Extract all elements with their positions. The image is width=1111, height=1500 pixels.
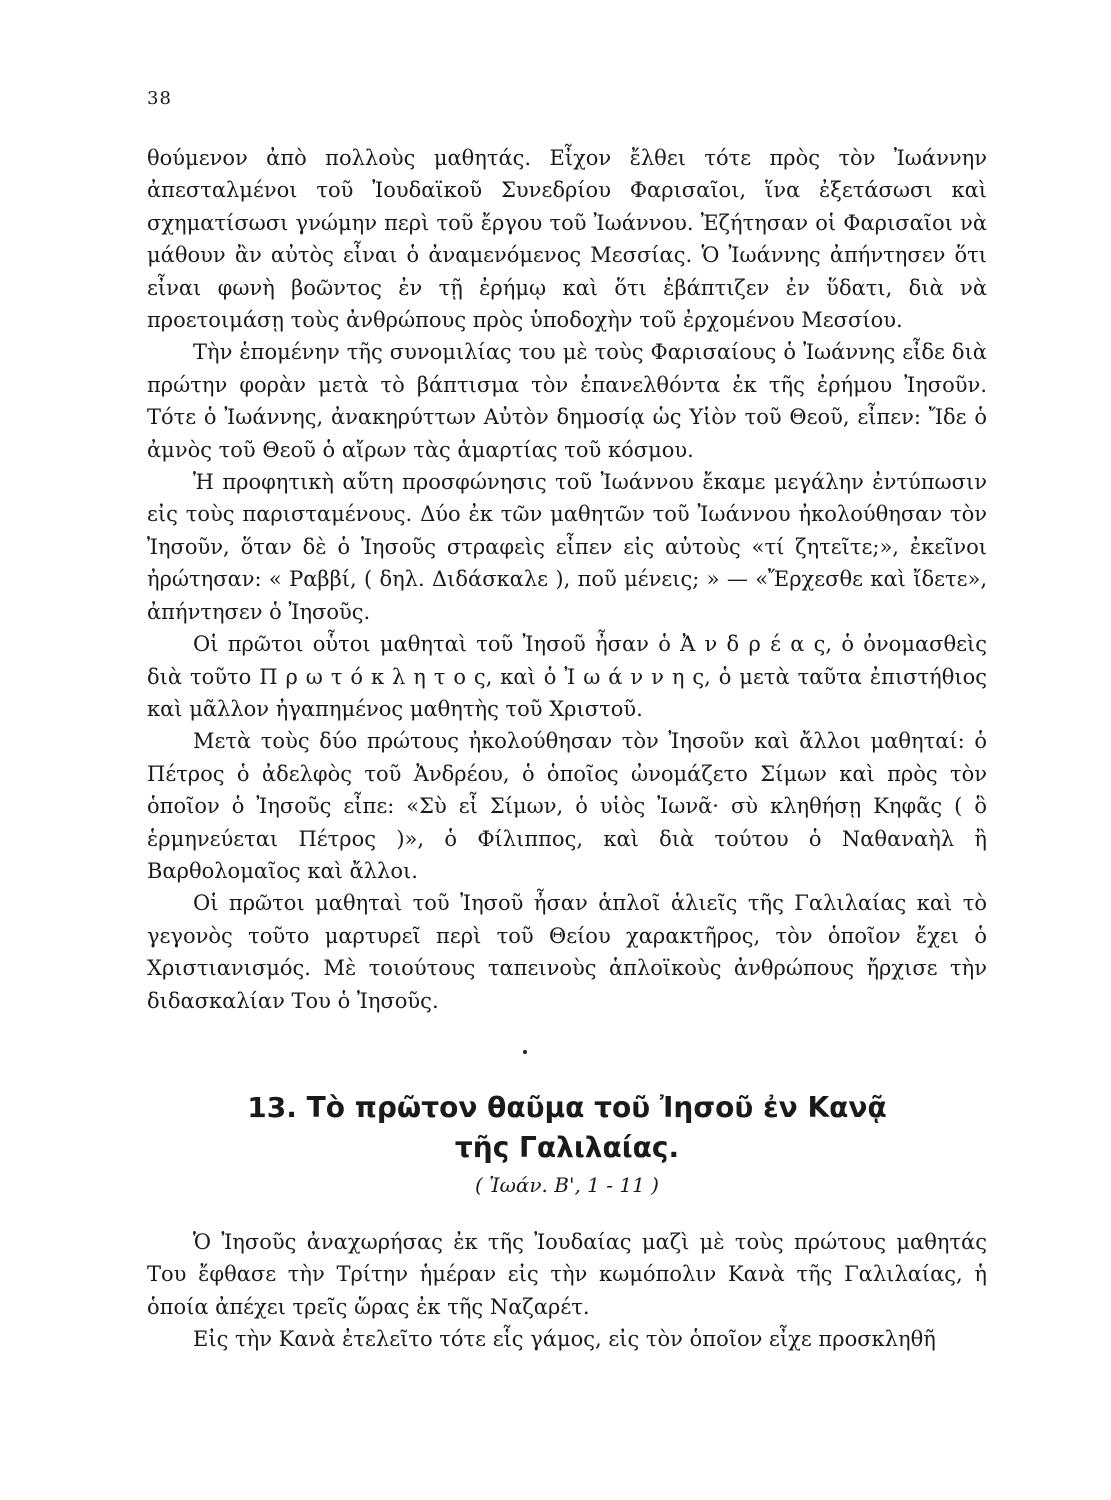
paragraph: Τὴν ἑπομένην τῆς συνομιλίας του μὲ τοὺς Φαρισαίους ὁ Ἰωάννης εἶδε διὰ πρώτην φορὰν μετὰ τὸ βάπτισμα τὸν ἐπανελθόντα ἐκ τῆς ἐρήμου Ἰησοῦν. Τότε ὁ Ἰωάννης, ἀνακηρύττων Αὐτὸν δημοσίᾳ ὡς Υἱὸν τοῦ Θεοῦ, εἶπεν: Ἴδε ὁ ἀμνὸς τοῦ Θεοῦ ὁ αἴρων τὰς ἁμαρτίας τοῦ κόσμου.	[147, 340, 987, 462]
section-title-line-1: 13. Τὸ πρῶτον θαῦμα τοῦ Ἰησοῦ ἐν Κανᾷ	[247, 1091, 887, 1124]
paragraph: Οἱ πρῶτοι οὗτοι μαθηταὶ τοῦ Ἰησοῦ ἦσαν ὁ Ἀ ν δ ρ έ α ς, ὁ ὀνομασθεὶς διὰ τοῦτο Π ρ ω τ ό κ λ η τ ο ς, καὶ ὁ Ἰ ω ά ν ν η ς, ὁ μετὰ ταῦτα ἐπιστήθιος καὶ μᾶλλον ἠγαπημένος μαθητὴς τοῦ Χριστοῦ.	[147, 632, 987, 721]
body-text	[147, 142, 987, 1017]
ornament-dot	[523, 1050, 527, 1054]
section-heading	[147, 1088, 987, 1168]
paragraph: Ὁ Ἰησοῦς ἀναχωρήσας ἐκ τῆς Ἰουδαίας μαζὶ μὲ τοὺς πρώτους μαθητάς Του ἔφθασε τὴν Τρίτην ἡμέραν εἰς τὴν κωμόπολιν Κανὰ τῆς Γαλιλαίας, ἡ ὁποία ἀπέχει τρεῖς ὥρας ἐκ τῆς Ναζαρέτ.	[147, 1230, 987, 1319]
page-number: 38	[147, 88, 172, 109]
section-body-text	[147, 1226, 987, 1356]
paragraph: Ἡ προφητικὴ αὕτη προσφώνησις τοῦ Ἰωάννου ἔκαμε μεγάλην ἐντύπωσιν εἰς τοὺς παρισταμένους. Δύο ἐκ τῶν μαθητῶν τοῦ Ἰωάννου ἠκολούθησαν τὸν Ἰησοῦν, ὅταν δὲ ὁ Ἰησοῦς στραφεὶς εἶπεν εἰς αὐτοὺς «τί ζητεῖτε;», ἐκεῖνοι ἠρώτησαν: « Ραββί, ( δηλ. Διδάσκαλε ), ποῦ μένεις; » — «Ἔρχεσθε καὶ ἴδετε», ἀπήντησεν ὁ Ἰησοῦς.	[147, 470, 987, 624]
paragraph: θούμενον ἀπὸ πολλοὺς μαθητάς. Εἶχον ἔλθει τότε πρὸς τὸν Ἰωάννην ἀπεσταλμένοι τοῦ Ἰουδαϊκοῦ Συνεδρίου Φαρισαῖοι, ἵνα ἐξετάσωσι καὶ σχηματίσωσι γνώμην περὶ τοῦ ἔργου τοῦ Ἰωάννου. Ἐζήτησαν οἱ Φαρισαῖοι νὰ μάθουν ἂν αὐτὸς εἶναι ὁ ἀναμενόμενος Μεσσίας. Ὁ Ἰωάννης ἀπήντησεν ὅτι εἶναι φωνὴ βοῶντος ἐν τῇ ἐρήμῳ καὶ ὅτι ἐβάπτιζεν ἐν ὕδατι, διὰ νὰ προετοιμάσῃ τοὺς ἀνθρώπους πρὸς ὑποδοχὴν τοῦ ἐρχομένου Μεσσίου.	[147, 146, 987, 333]
paragraph: Μετὰ τοὺς δύο πρώτους ἠκολούθησαν τὸν Ἰησοῦν καὶ ἄλλοι μαθηταί: ὁ Πέτρος ὁ ἀδελφὸς τοῦ Ἀνδρέου, ὁ ὁποῖος ὠνομάζετο Σίμων καὶ πρὸς τὸν ὁποῖον ὁ Ἰησοῦς εἶπε: «Σὺ εἶ Σίμων, ὁ υἱὸς Ἰωνᾶ· σὺ κληθήσῃ Κηφᾶς ( ὃ ἑρμηνεύεται Πέτρος )», ὁ Φίλιππος, καὶ διὰ τούτου ὁ Ναθαναὴλ ἢ Βαρθολομαῖος καὶ ἄλλοι.	[147, 729, 987, 883]
section-title-line-2: τῆς Γαλιλαίας.	[454, 1131, 680, 1164]
paragraph: Εἰς τὴν Κανὰ ἐτελεῖτο τότε εἷς γάμος, εἰς τὸν ὁποῖον εἶχε προσκληθῆ	[193, 1327, 936, 1352]
section-reference: ( Ἰωάν. Β', 1 - 11 )	[475, 1173, 659, 1197]
paragraph: Οἱ πρῶτοι μαθηταὶ τοῦ Ἰησοῦ ἦσαν ἁπλοῖ ἁλιεῖς τῆς Γαλιλαίας καὶ τὸ γεγονὸς τοῦτο μαρτυρεῖ περὶ τοῦ Θείου χαρακτῆρος, τὸν ὁποῖον ἔχει ὁ Χριστιανισμός. Μὲ τοιούτους ταπεινοὺς ἁπλοϊκοὺς ἀνθρώπους ἤρχισε τὴν διδασκαλίαν Του ὁ Ἰησοῦς.	[147, 891, 987, 1013]
